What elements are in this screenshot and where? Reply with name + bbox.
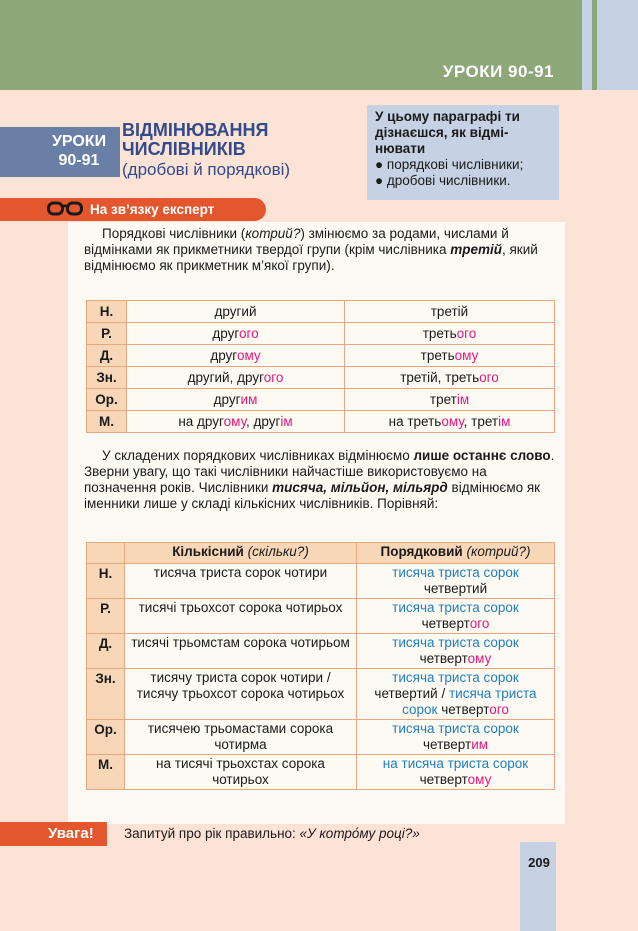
word-part: друг	[213, 392, 241, 407]
cardinal-form	[125, 634, 357, 669]
word-ending: ого	[489, 702, 509, 717]
word-part: треть	[420, 348, 455, 363]
table-row	[87, 599, 555, 634]
goals-title: У цьому параграфі ти дізнаєшся, як відмі-нювати	[375, 109, 520, 156]
word-ending: ого	[456, 326, 477, 341]
table-row	[87, 564, 555, 599]
word-part: , друг	[245, 414, 281, 429]
comparison-table	[86, 542, 555, 790]
case-label: Зн.	[87, 367, 127, 389]
case-label: М.	[87, 411, 127, 433]
case-label: Н.	[87, 564, 125, 599]
word-ending: ому	[467, 651, 492, 666]
word-part: тисяча триста сорок	[392, 721, 519, 736]
word-part: другий, друг	[187, 370, 264, 385]
word-part: четверт	[419, 651, 468, 666]
word-ending: ому	[441, 414, 464, 429]
word-part: на треть	[388, 414, 442, 429]
table-header-cardinal: Кількісний (скільки?)	[125, 543, 357, 564]
page-number: 209	[528, 855, 550, 870]
case-label: Д.	[87, 345, 127, 367]
ordinal-form	[357, 669, 555, 720]
table-row	[87, 367, 555, 389]
table-row	[87, 720, 555, 755]
word-ending: ого	[469, 616, 490, 631]
form-third	[345, 323, 555, 345]
case-label: Д.	[87, 634, 125, 669]
word-part: тисяча триста сорок	[392, 565, 519, 580]
word-part: на тисячі трьохстах сорока чотирьох	[156, 756, 325, 787]
word-part: трет	[429, 392, 457, 407]
word-ending: ому	[454, 348, 479, 363]
form-second	[127, 345, 345, 367]
lesson-title: ВІДМІНЮВАННЯ ЧИСЛІВНИКІВ	[122, 120, 269, 159]
word-part: четверт	[422, 737, 472, 752]
table-row	[87, 301, 555, 323]
goal-item: ● дробові числівники.	[375, 173, 551, 189]
word-ending: им	[471, 737, 489, 752]
header-stripe	[597, 0, 638, 90]
word-part: третій	[430, 304, 469, 319]
word-ending: ім	[498, 414, 511, 429]
word-ending: ому	[223, 414, 246, 429]
cardinal-form	[125, 669, 357, 720]
word-part: тисячею трьомастами сорока чотирма	[147, 721, 334, 752]
form-second	[127, 301, 345, 323]
table-row	[87, 323, 555, 345]
form-second	[127, 389, 345, 411]
lesson-number: УРОКИ 90-91	[51, 133, 107, 169]
goals-box	[367, 105, 559, 200]
table-row	[87, 669, 555, 720]
table-header-empty	[87, 543, 125, 564]
ordinal-form	[357, 564, 555, 599]
word-ending: ого	[479, 370, 499, 385]
word-ending: ому	[467, 772, 492, 787]
form-third	[345, 411, 555, 433]
ordinal-form	[357, 634, 555, 669]
word-ending: ому	[236, 348, 261, 363]
word-part: четвертий /	[374, 686, 449, 701]
word-part: на тисяча триста сорок	[382, 756, 529, 771]
form-third	[345, 301, 555, 323]
word-part: треть	[422, 326, 457, 341]
word-part: тисячі трьохсот сорока чотирьох	[138, 600, 343, 615]
word-part: четвертий	[423, 581, 488, 596]
glasses-icon	[47, 201, 83, 217]
word-ending: ого	[238, 326, 259, 341]
case-label: Р.	[87, 323, 127, 345]
case-label: Н.	[87, 301, 127, 323]
word-ending: им	[240, 392, 258, 407]
ordinal-form	[357, 599, 555, 634]
word-part: тисячу триста сорок чотири / тисячу трьохсот сорока чотирьох	[136, 670, 345, 701]
ordinal-form	[357, 720, 555, 755]
case-label: Ор.	[87, 720, 125, 755]
word-part: тисяча триста сорок чотири	[153, 565, 328, 580]
word-part: четверт	[419, 772, 468, 787]
form-second	[127, 323, 345, 345]
case-label: Ор.	[87, 389, 127, 411]
header-lesson-label: УРОКИ 90-91	[442, 62, 554, 81]
word-ending: ім	[456, 392, 470, 407]
word-part: тисяча триста сорок	[402, 686, 537, 717]
word-part: друг	[212, 326, 239, 341]
word-part: на друг	[178, 414, 224, 429]
cardinal-form	[125, 755, 357, 790]
cardinal-form	[125, 564, 357, 599]
word-part: , трет	[463, 414, 499, 429]
expert-label: На зв’язку експерт	[90, 202, 215, 217]
ordinal-form	[357, 755, 555, 790]
lesson-subtitle: (дробові й порядкові)	[122, 160, 291, 179]
case-label: Р.	[87, 599, 125, 634]
warning-text: Запитуй про рік правильно: «У котро́му році?»	[124, 826, 420, 841]
declension-table-ordinal	[86, 300, 555, 433]
cardinal-form	[125, 599, 357, 634]
cardinal-form	[125, 720, 357, 755]
word-ending: ого	[263, 370, 284, 385]
form-third	[345, 389, 555, 411]
paragraph-intro: Порядкові числівники (котрий?) змінюємо за родами, числами й відмінками як прикметники твердої групи (крім числівника третій, який відмінюємо як прикметник м’якої групи).	[84, 226, 538, 273]
table-row	[87, 389, 555, 411]
word-part: четверт	[421, 616, 470, 631]
form-second	[127, 367, 345, 389]
table-row	[87, 634, 555, 669]
header-stripe	[582, 0, 592, 90]
word-part: тисяча триста сорок	[392, 600, 519, 615]
case-label: Зн.	[87, 669, 125, 720]
word-part: тисяча триста сорок	[392, 635, 519, 650]
form-second	[127, 411, 345, 433]
warning-label: Увага!	[48, 825, 94, 842]
word-ending: ім	[280, 414, 293, 429]
case-label: М.	[87, 755, 125, 790]
goal-item: ● порядкові числівники;	[375, 157, 551, 173]
form-third	[345, 367, 555, 389]
form-third	[345, 345, 555, 367]
word-part: другий	[214, 304, 257, 319]
paragraph-compound: У складених порядкових числівниках відмінюємо лише останнє слово. Зверни увагу, що такі числівники найчастіше використовуємо на позначення років. Числівники тисяча, мільйон, мільярд відмінюємо як іменники лише у складі кількісних числівників. Порівняй:	[84, 448, 555, 511]
table-header-ordinal: Порядковий (котрий?)	[357, 543, 555, 564]
word-part: третій, треть	[400, 370, 480, 385]
table-row	[87, 411, 555, 433]
table-row	[87, 755, 555, 790]
word-part: тисячі трьомстам сорока чотирьом	[131, 635, 350, 650]
word-part: тисяча триста сорок	[392, 670, 519, 685]
table-row	[87, 345, 555, 367]
word-part: четверт	[437, 702, 490, 717]
word-part: друг	[210, 348, 237, 363]
